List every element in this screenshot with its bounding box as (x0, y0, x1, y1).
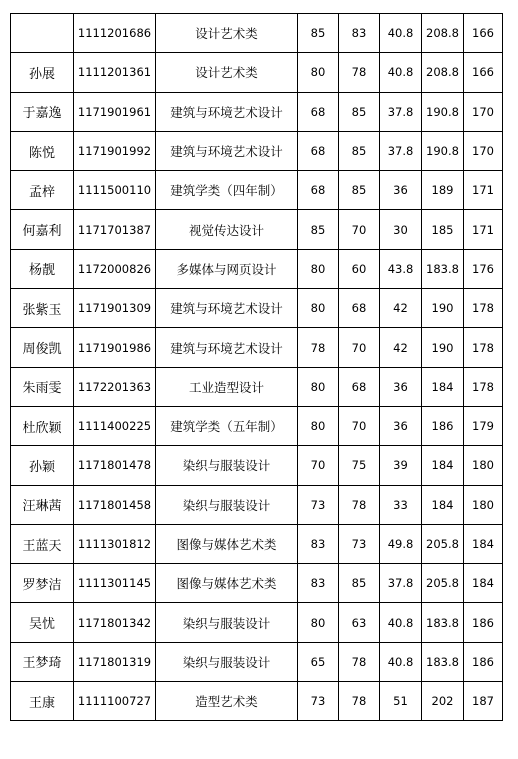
score-3-cell: 42 (380, 328, 422, 367)
score-1-cell: 80 (298, 289, 339, 328)
major-cell: 建筑与环境艺术设计 (156, 289, 298, 328)
score-1-cell: 68 (298, 171, 339, 210)
score-1-cell: 85 (298, 210, 339, 249)
major-cell: 设计艺术类 (156, 14, 298, 53)
total-score-cell: 202 (422, 682, 464, 721)
score-2-cell: 63 (339, 603, 380, 642)
student-id-cell: 1171901986 (74, 328, 156, 367)
rank-cell: 186 (464, 603, 503, 642)
student-name-cell: 孙颖 (11, 446, 74, 485)
major-cell: 染织与服装设计 (156, 603, 298, 642)
total-score-cell: 190 (422, 328, 464, 367)
rank-cell: 170 (464, 131, 503, 170)
table-row (11, 406, 503, 445)
table-row (11, 249, 503, 288)
student-id-cell: 1171801342 (74, 603, 156, 642)
score-1-cell: 78 (298, 328, 339, 367)
score-2-cell: 70 (339, 406, 380, 445)
major-cell: 染织与服装设计 (156, 446, 298, 485)
rank-cell: 171 (464, 171, 503, 210)
total-score-cell: 205.8 (422, 524, 464, 563)
total-score-cell: 208.8 (422, 14, 464, 53)
score-2-cell: 68 (339, 367, 380, 406)
score-3-cell: 40.8 (380, 642, 422, 681)
score-3-cell: 43.8 (380, 249, 422, 288)
student-name-cell: 王蓝天 (11, 524, 74, 563)
student-id-cell: 1171801478 (74, 446, 156, 485)
student-name-cell: 王康 (11, 682, 74, 721)
total-score-cell: 183.8 (422, 603, 464, 642)
rank-cell: 171 (464, 210, 503, 249)
score-3-cell: 36 (380, 171, 422, 210)
table-row (11, 682, 503, 721)
major-cell: 多媒体与网页设计 (156, 249, 298, 288)
student-id-cell: 1171901992 (74, 131, 156, 170)
student-name-cell: 周俊凯 (11, 328, 74, 367)
student-id-cell: 1111201686 (74, 14, 156, 53)
score-1-cell: 80 (298, 367, 339, 406)
score-1-cell: 73 (298, 485, 339, 524)
student-id-cell: 1111301812 (74, 524, 156, 563)
major-cell: 建筑与环境艺术设计 (156, 92, 298, 131)
table-row (11, 14, 503, 53)
student-name-cell: 陈悦 (11, 131, 74, 170)
major-cell: 图像与媒体艺术类 (156, 564, 298, 603)
score-3-cell: 37.8 (380, 92, 422, 131)
student-name-cell: 朱雨雯 (11, 367, 74, 406)
score-1-cell: 80 (298, 249, 339, 288)
student-id-cell: 1171801319 (74, 642, 156, 681)
score-3-cell: 42 (380, 289, 422, 328)
student-id-cell: 1171901961 (74, 92, 156, 131)
score-1-cell: 80 (298, 406, 339, 445)
student-name-cell: 杜欣颖 (11, 406, 74, 445)
score-2-cell: 78 (339, 682, 380, 721)
table-row (11, 485, 503, 524)
table-row (11, 171, 503, 210)
total-score-cell: 184 (422, 446, 464, 485)
score-3-cell: 30 (380, 210, 422, 249)
score-2-cell: 78 (339, 53, 380, 92)
major-cell: 建筑与环境艺术设计 (156, 328, 298, 367)
total-score-cell: 184 (422, 367, 464, 406)
total-score-cell: 190.8 (422, 131, 464, 170)
score-3-cell: 37.8 (380, 564, 422, 603)
score-1-cell: 70 (298, 446, 339, 485)
table-row (11, 289, 503, 328)
rank-cell: 179 (464, 406, 503, 445)
total-score-cell: 184 (422, 485, 464, 524)
student-id-cell: 1111301145 (74, 564, 156, 603)
student-name-cell (11, 14, 74, 53)
student-id-cell: 1172000826 (74, 249, 156, 288)
score-2-cell: 85 (339, 131, 380, 170)
major-cell: 建筑学类（五年制） (156, 406, 298, 445)
table-row (11, 642, 503, 681)
student-id-cell: 1171901309 (74, 289, 156, 328)
score-table (10, 13, 503, 721)
score-3-cell: 40.8 (380, 603, 422, 642)
score-2-cell: 70 (339, 210, 380, 249)
score-1-cell: 80 (298, 603, 339, 642)
major-cell: 造型艺术类 (156, 682, 298, 721)
student-name-cell: 何嘉利 (11, 210, 74, 249)
student-name-cell: 汪琳茜 (11, 485, 74, 524)
total-score-cell: 205.8 (422, 564, 464, 603)
score-1-cell: 68 (298, 131, 339, 170)
rank-cell: 176 (464, 249, 503, 288)
rank-cell: 184 (464, 524, 503, 563)
student-name-cell: 孙展 (11, 53, 74, 92)
score-3-cell: 51 (380, 682, 422, 721)
major-cell: 图像与媒体艺术类 (156, 524, 298, 563)
score-1-cell: 83 (298, 564, 339, 603)
major-cell: 视觉传达设计 (156, 210, 298, 249)
student-id-cell: 1171701387 (74, 210, 156, 249)
score-3-cell: 36 (380, 367, 422, 406)
table-row (11, 603, 503, 642)
student-id-cell: 1111400225 (74, 406, 156, 445)
table-row (11, 131, 503, 170)
score-2-cell: 85 (339, 92, 380, 131)
score-3-cell: 40.8 (380, 14, 422, 53)
score-2-cell: 83 (339, 14, 380, 53)
rank-cell: 178 (464, 367, 503, 406)
major-cell: 染织与服装设计 (156, 485, 298, 524)
total-score-cell: 208.8 (422, 53, 464, 92)
score-2-cell: 73 (339, 524, 380, 563)
student-name-cell: 于嘉逸 (11, 92, 74, 131)
student-id-cell: 1171801458 (74, 485, 156, 524)
student-name-cell: 吴忧 (11, 603, 74, 642)
total-score-cell: 183.8 (422, 642, 464, 681)
score-3-cell: 39 (380, 446, 422, 485)
major-cell: 建筑学类（四年制） (156, 171, 298, 210)
rank-cell: 166 (464, 53, 503, 92)
score-table-body (11, 14, 503, 721)
total-score-cell: 189 (422, 171, 464, 210)
major-cell: 设计艺术类 (156, 53, 298, 92)
student-id-cell: 1111201361 (74, 53, 156, 92)
rank-cell: 170 (464, 92, 503, 131)
table-row (11, 210, 503, 249)
student-name-cell: 王梦琦 (11, 642, 74, 681)
score-3-cell: 37.8 (380, 131, 422, 170)
rank-cell: 178 (464, 289, 503, 328)
table-row (11, 564, 503, 603)
score-1-cell: 68 (298, 92, 339, 131)
total-score-cell: 185 (422, 210, 464, 249)
table-row (11, 92, 503, 131)
student-id-cell: 1172201363 (74, 367, 156, 406)
table-row (11, 53, 503, 92)
table-row (11, 446, 503, 485)
score-3-cell: 36 (380, 406, 422, 445)
table-row (11, 367, 503, 406)
score-2-cell: 68 (339, 289, 380, 328)
rank-cell: 186 (464, 642, 503, 681)
score-1-cell: 85 (298, 14, 339, 53)
score-2-cell: 70 (339, 328, 380, 367)
table-row (11, 524, 503, 563)
student-id-cell: 1111100727 (74, 682, 156, 721)
score-2-cell: 85 (339, 564, 380, 603)
score-3-cell: 49.8 (380, 524, 422, 563)
table-row (11, 328, 503, 367)
score-1-cell: 80 (298, 53, 339, 92)
score-2-cell: 75 (339, 446, 380, 485)
student-id-cell: 1111500110 (74, 171, 156, 210)
score-1-cell: 73 (298, 682, 339, 721)
rank-cell: 180 (464, 485, 503, 524)
total-score-cell: 186 (422, 406, 464, 445)
major-cell: 建筑与环境艺术设计 (156, 131, 298, 170)
score-3-cell: 40.8 (380, 53, 422, 92)
score-1-cell: 83 (298, 524, 339, 563)
rank-cell: 180 (464, 446, 503, 485)
rank-cell: 166 (464, 14, 503, 53)
total-score-cell: 190.8 (422, 92, 464, 131)
score-2-cell: 60 (339, 249, 380, 288)
major-cell: 工业造型设计 (156, 367, 298, 406)
score-1-cell: 65 (298, 642, 339, 681)
student-name-cell: 杨靓 (11, 249, 74, 288)
student-name-cell: 孟梓 (11, 171, 74, 210)
score-3-cell: 33 (380, 485, 422, 524)
score-2-cell: 78 (339, 642, 380, 681)
score-2-cell: 85 (339, 171, 380, 210)
rank-cell: 184 (464, 564, 503, 603)
rank-cell: 178 (464, 328, 503, 367)
total-score-cell: 183.8 (422, 249, 464, 288)
rank-cell: 187 (464, 682, 503, 721)
major-cell: 染织与服装设计 (156, 642, 298, 681)
score-2-cell: 78 (339, 485, 380, 524)
student-name-cell: 张紫玉 (11, 289, 74, 328)
total-score-cell: 190 (422, 289, 464, 328)
student-name-cell: 罗梦洁 (11, 564, 74, 603)
